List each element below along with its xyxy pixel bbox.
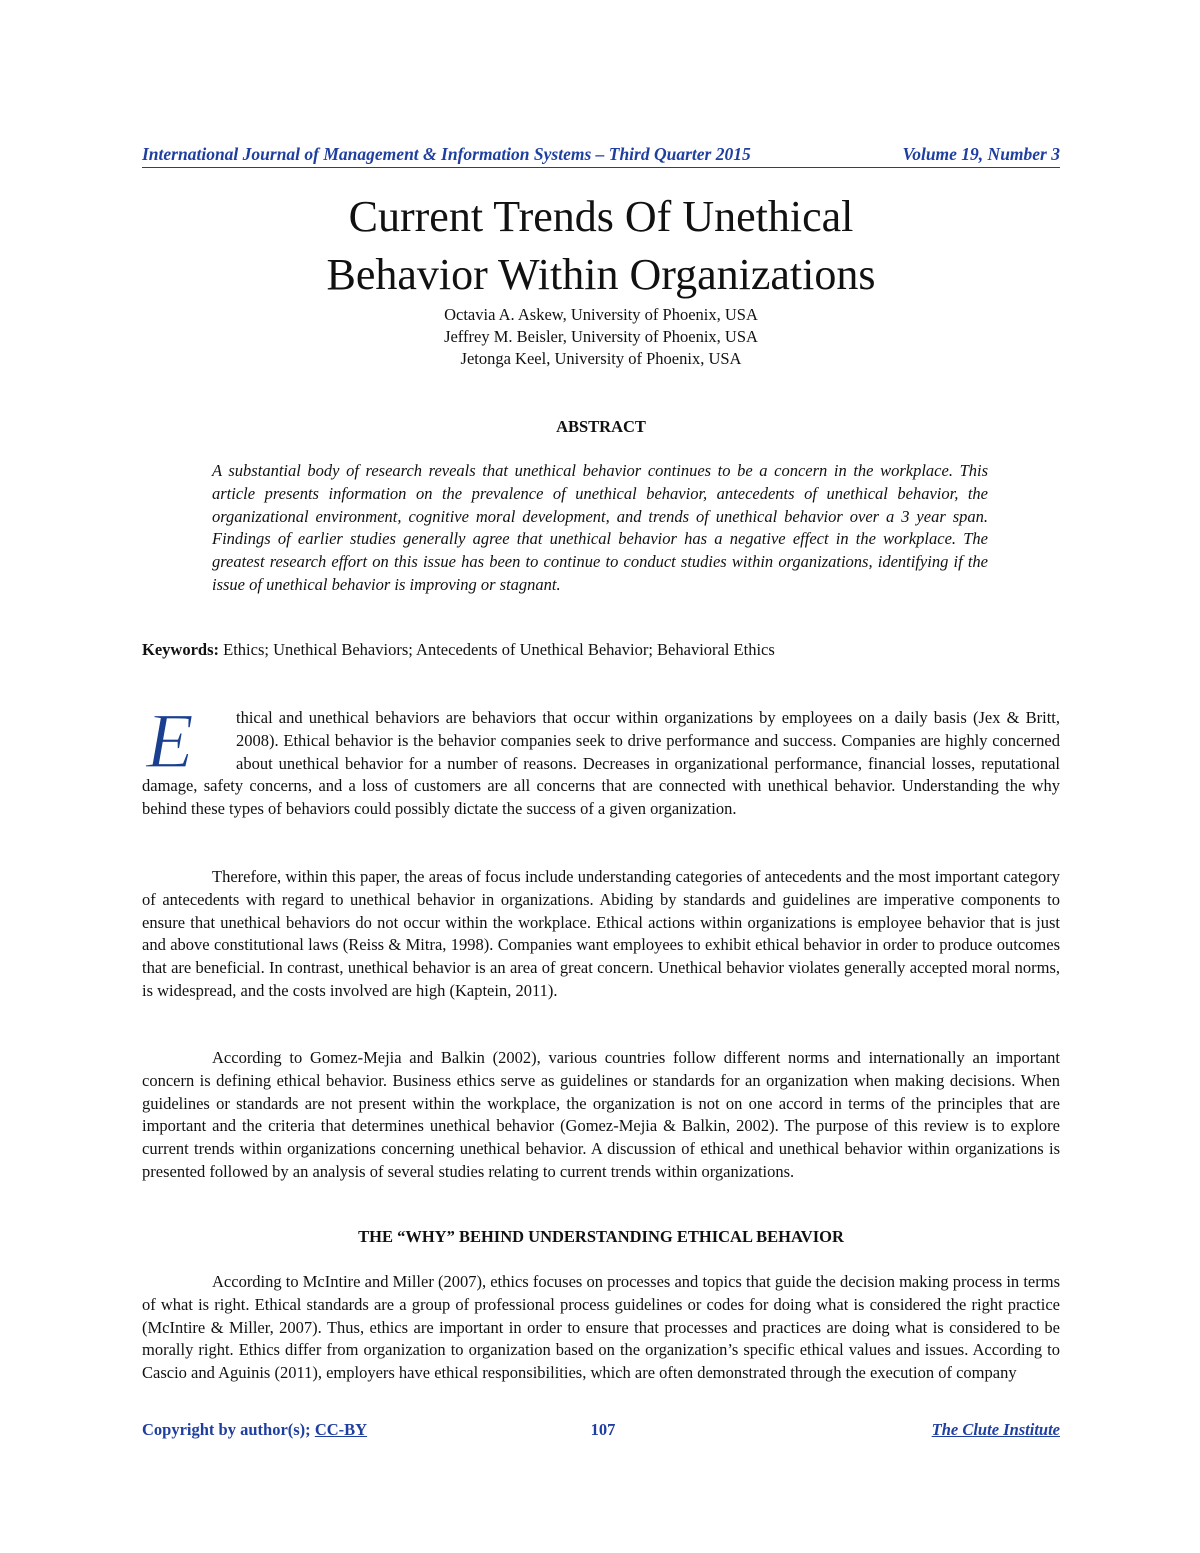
abstract-heading: ABSTRACT xyxy=(556,417,646,436)
title-line-2: Behavior Within Organizations xyxy=(326,250,876,299)
author-3: Jetonga Keel, University of Phoenix, USA xyxy=(460,349,742,368)
paragraph-1-text: thical and unethical behaviors are behaviors that occur within organizations by employees on a daily basis (Jex & Britt, 2008). Ethical behavior is the behavior companies seek to drive performance and success. Companies are highly concerned about unethical behavior for a number of reasons. Decreases in organizational performance, financial losses, reputational damage, safety concerns, and a loss of customers are all concerns that are connected with unethical behavior. Understanding the why behind these types of behaviors could possibly dictate the success of a given organization. xyxy=(142,708,1060,819)
body-paragraph-3: According to Gomez-Mejia and Balkin (2002), various countries follow different norms and internationally an important concern is defining ethical behavior. Business ethics serve as guidelines or standards for an organization when making decisions. When guidelines or standards are not present within the workplace, the organization is not on one accord in terms of the principles that are important and the criteria that determines unethical behavior (Gomez-Mejia & Balkin, 2002). The purpose of this review is to explore current trends within organizations concerning unethical behavior. A discussion of ethical and unethical behavior within organizations is presented followed by an analysis of several studies relating to current trends within organizations. xyxy=(142,1048,1060,1181)
copyright-notice xyxy=(142,1419,367,1441)
license-link[interactable]: CC-BY xyxy=(314,1420,368,1439)
publisher-link[interactable]: The Clute Institute xyxy=(931,1420,1060,1439)
page-number: 107 xyxy=(590,1420,616,1439)
section-heading: THE “WHY” BEHIND UNDERSTANDING ETHICAL BEHAVIOR xyxy=(358,1227,844,1246)
drop-cap-glyph: E xyxy=(146,709,194,773)
keywords-label: Keywords: xyxy=(142,640,219,659)
author-list xyxy=(142,304,1060,370)
drop-cap-letter xyxy=(142,709,226,773)
journal-name: International Journal of Management & Information Systems – Third Quarter 2015 xyxy=(142,144,751,164)
page-footer xyxy=(142,1419,1060,1443)
author-1: Octavia A. Askew, University of Phoenix, USA xyxy=(444,305,758,324)
author-2: Jeffrey M. Beisler, University of Phoenix, USA xyxy=(444,327,758,346)
body-paragraph-1 xyxy=(142,707,1060,821)
running-header xyxy=(142,143,1060,168)
copyright-text: Copyright by author(s); xyxy=(142,1420,311,1439)
keywords-text: Ethics; Unethical Behaviors; Antecedents of Unethical Behavior; Behavioral Ethics xyxy=(223,640,775,659)
body-paragraph-4: According to McIntire and Miller (2007), ethics focuses on processes and topics that guide the decision making process in terms of what is right. Ethical standards are a group of professional process guidelines or codes for doing what is considered the right practice (McIntire & Miller, 2007). Thus, ethics are important in order to ensure that processes and practices are doing what is considered to be morally right. Ethics differ from organization to organization based on the organization’s specific ethical values and issues. According to Cascio and Aguinis (2011), employers have ethical responsibilities, which are often demonstrated through the execution of company xyxy=(142,1272,1060,1383)
keywords xyxy=(142,639,1060,661)
abstract-text: A substantial body of research reveals that unethical behavior continues to be a concern in the workplace. This article presents information on the prevalence of unethical behavior, antecedents of unethical behavior, the organizational environment, cognitive moral development, and trends of unethical behavior over a 3 year span. Findings of earlier studies generally agree that unethical behavior has a negative effect in the workplace. The greatest research effort on this issue has been to continue to conduct studies within organizations, identifying if the issue of unethical behavior is improving or stagnant. xyxy=(212,461,988,594)
body-paragraph-2: Therefore, within this paper, the areas of focus include understanding categories of antecedents and the most important category of antecedents with regard to unethical behavior in organizations. Abiding by standards and guidelines are imperative components to ensure that unethical behaviors do not occur within the workplace. Ethical actions within organizations is employee behavior that is just and above constitutional laws (Reiss & Mitra, 1998). Companies want employees to exhibit ethical behavior in order to produce outcomes that are beneficial. In contrast, unethical behavior is an area of great concern. Unethical behavior violates generally accepted moral norms, is widespread, and the costs involved are high (Kaptein, 2011). xyxy=(142,867,1060,1000)
paper-title xyxy=(142,188,1060,304)
volume-number: Volume 19, Number 3 xyxy=(902,144,1060,164)
title-line-1: Current Trends Of Unethical xyxy=(348,192,854,241)
